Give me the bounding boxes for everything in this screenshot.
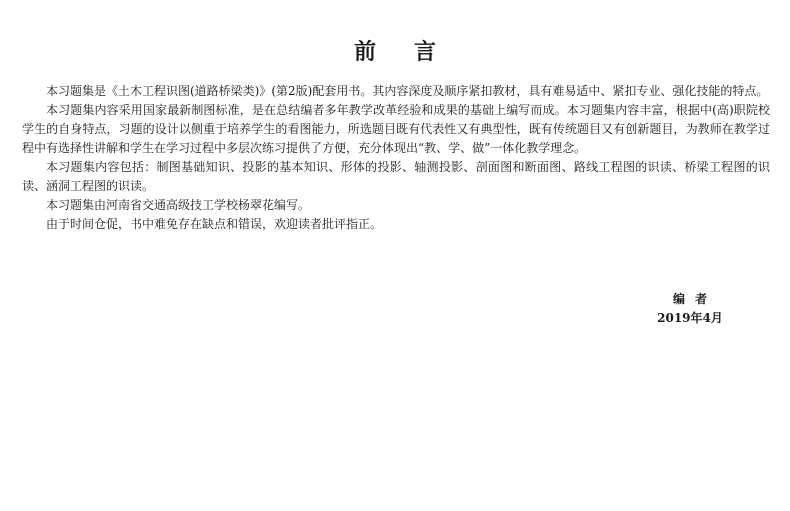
signature-block <box>600 290 780 328</box>
paragraph-3: 本习题集内容包括：制图基础知识、投影的基本知识、形体的投影、轴测投影、剖面图和断面图、路线工程图的识读、桥梁工程图的识读、涵洞工程图的识读。 <box>22 160 770 193</box>
paragraph-4: 本习题集由河南省交通高级技工学校杨翠花编写。 <box>46 198 311 212</box>
paragraph-2: 本习题集内容采用国家最新制图标准，是在总结编者多年教学改革经验和成果的基础上编写而成。本习题集内容丰富，根据中(高)职院校学生的自身特点，习题的设计以侧重于培养学生的看图能力，所选题目既有代表性又有典型性，既有传统题目又有创新题目，为教师在教学过程中有选择性讲解和学生在学习过程中多层次练习提供了方便，充分体现出“教、学、做”一体化教学理念。 <box>22 103 770 155</box>
preface-body <box>22 82 770 234</box>
paragraph-1: 本习题集是《土木工程识图(道路桥梁类)》(第2版)配套用书。其内容深度及顺序紧扣教材，具有难易适中、紧扣专业、强化技能的特点。 <box>46 84 769 98</box>
signature-author: 编者 <box>672 292 717 306</box>
paragraph-5: 由于时间仓促，书中难免存在缺点和错误，欢迎读者批评指正。 <box>46 217 383 231</box>
signature-date: 2019年4月 <box>657 311 723 325</box>
page-title: 前言 <box>353 39 474 65</box>
